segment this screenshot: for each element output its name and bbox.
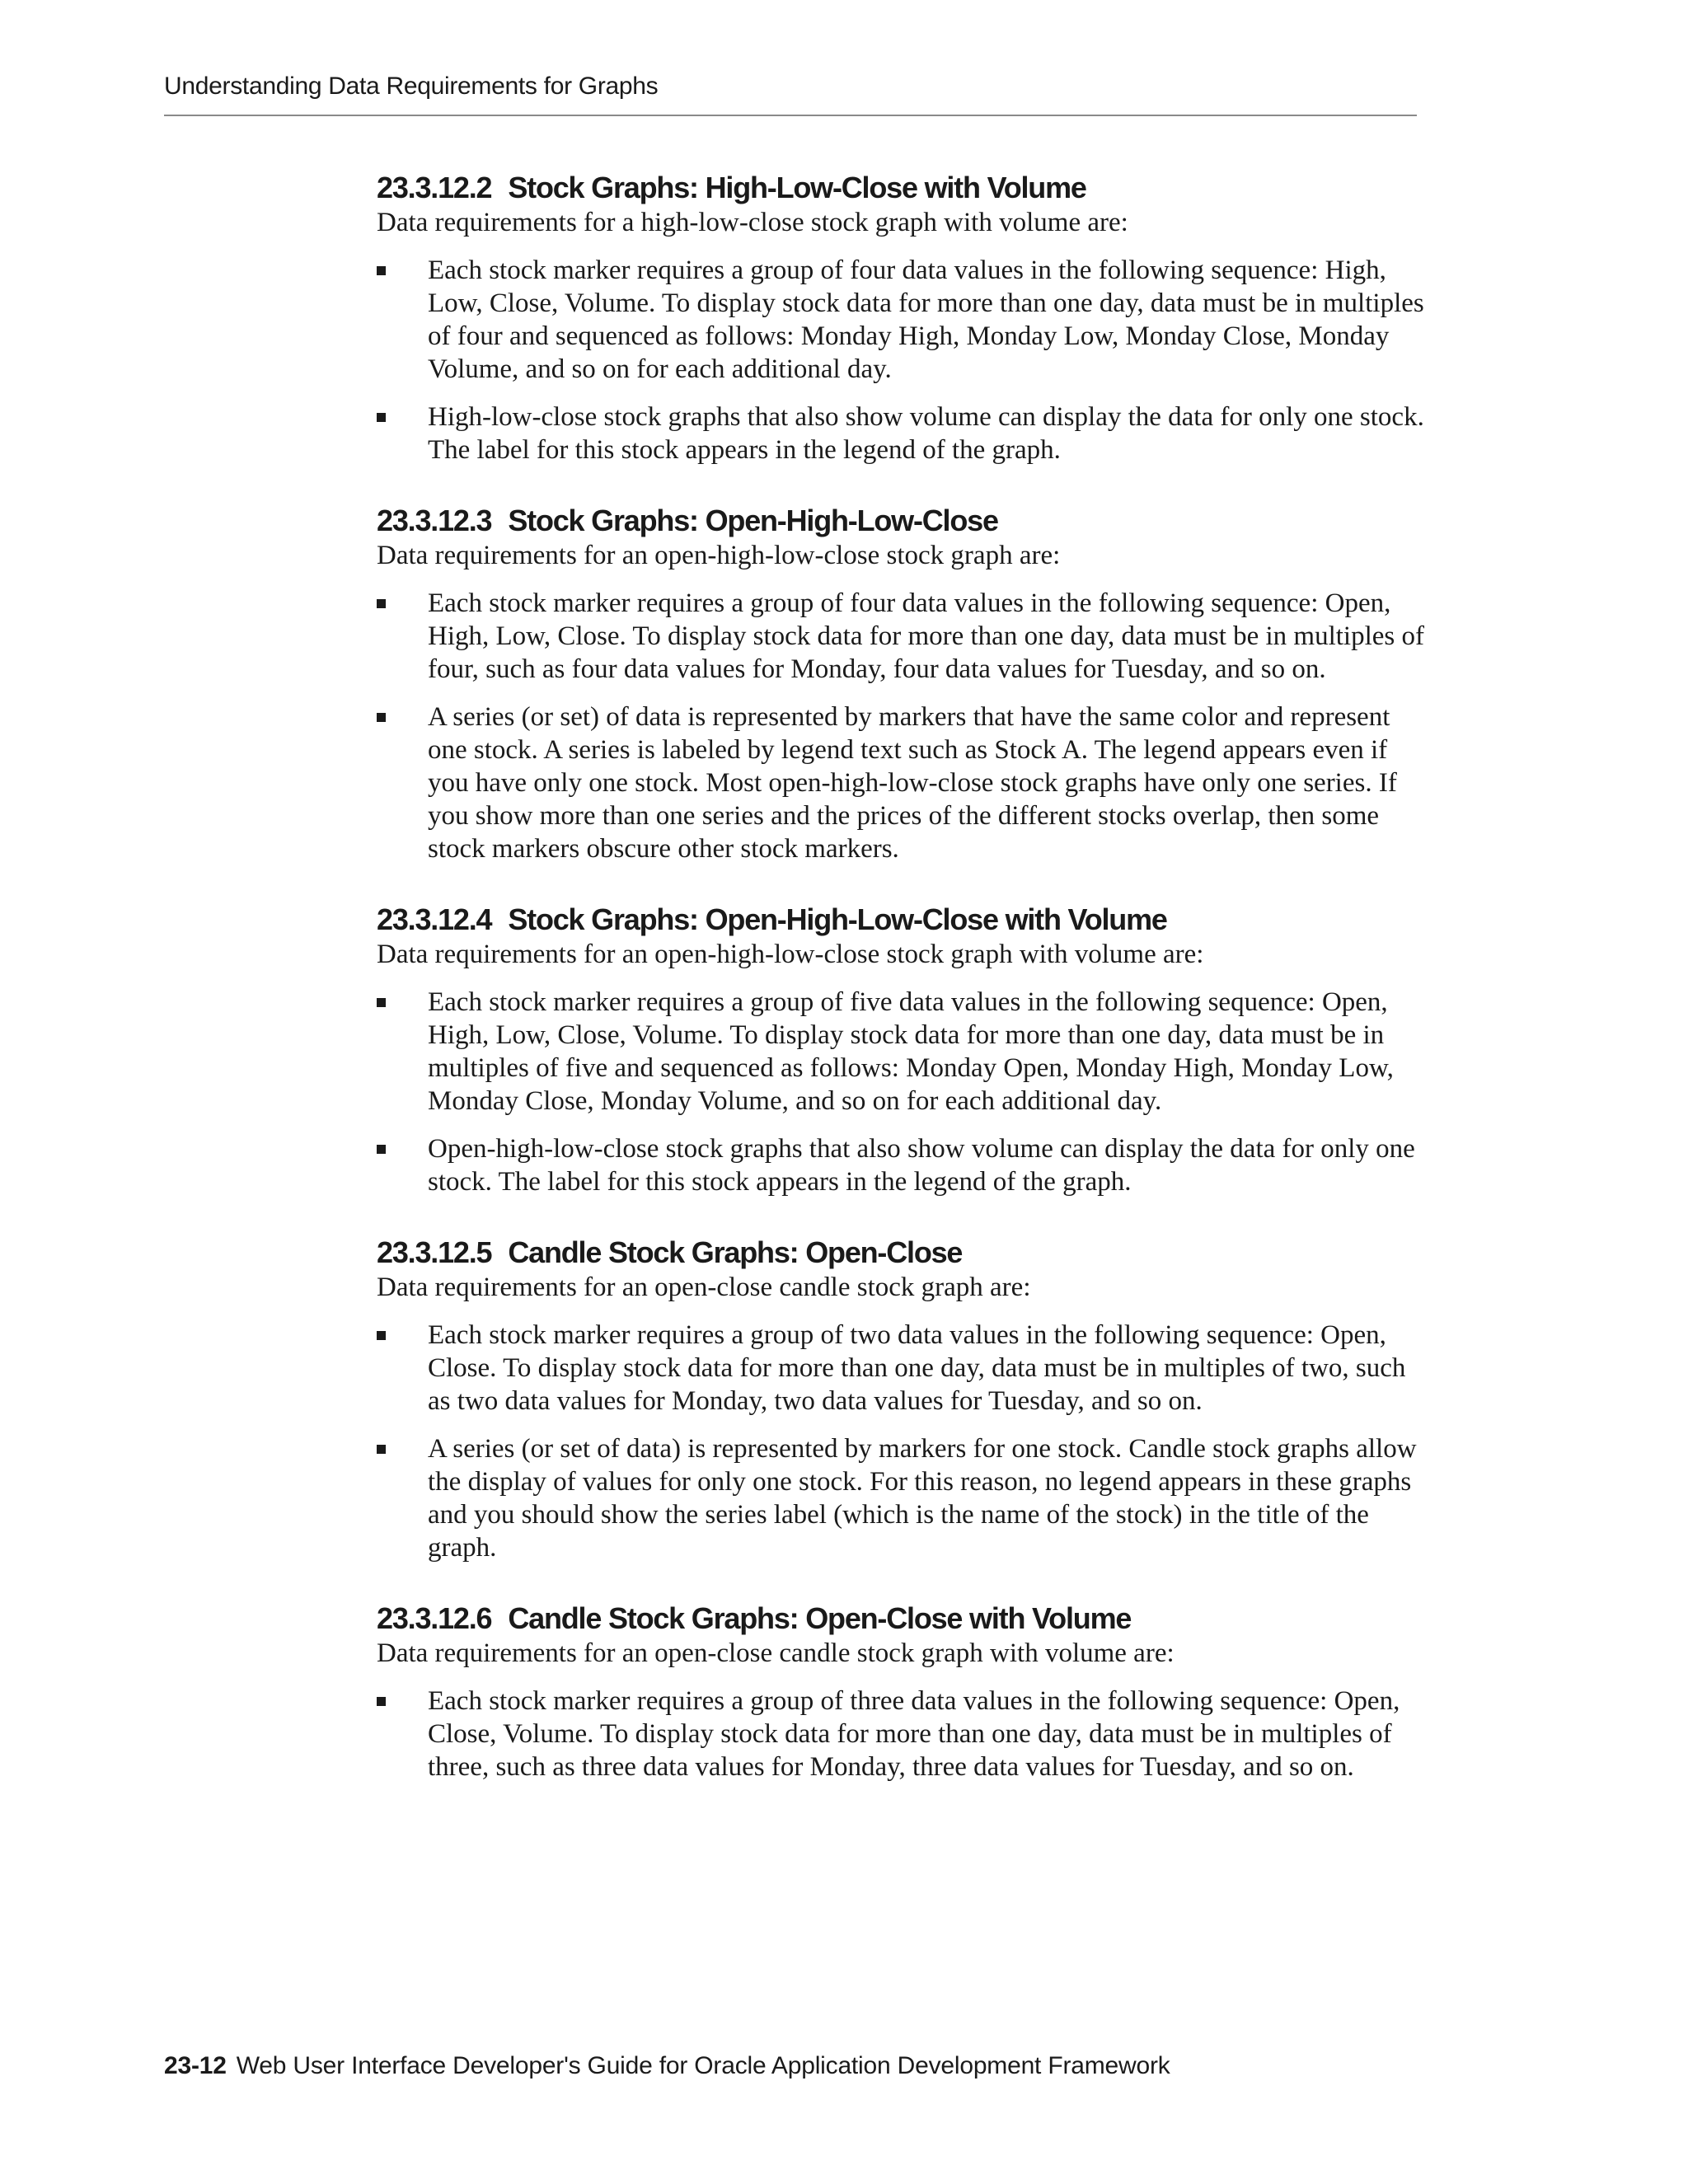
bullet-item bbox=[377, 1685, 1428, 1783]
bullet-text: Each stock marker requires a group of four data values in the following sequence: Open, High, Low, Close. To display stock data for more than one day, data must be in multiples of four, such as four data values for Monday, four data values for Tuesday, and so on. bbox=[428, 588, 1424, 684]
bullet-text: Each stock marker requires a group of four data values in the following sequence: High, Low, Close, Volume. To display stock data for more than one day, data must be in multiples of four and sequenced as follows: Monday High, Monday Low, Monday Close, Monday Volume, and so on for each additional day. bbox=[428, 255, 1424, 384]
section-title: Stock Graphs: High-Low-Close with Volume bbox=[508, 171, 1086, 204]
section-intro: Data requirements for a high-low-close stock graph with volume are: bbox=[377, 208, 1128, 237]
section-intro: Data requirements for an open-close candle stock graph are: bbox=[377, 1272, 1031, 1302]
bullet-list bbox=[377, 587, 1428, 865]
bullet-text: Each stock marker requires a group of three data values in the following sequence: Open, Close, Volume. To display stock data for more than one day, data must be in multiples of three, such as three data values for Monday, three data values for Tuesday, and so on. bbox=[428, 1686, 1400, 1782]
section-23-3-12-3 bbox=[377, 503, 1428, 865]
bullet-text: Each stock marker requires a group of two data values in the following sequence: Open, Close. To display stock data for more than one day, data must be in multiples of two, such as two data values for Monday, two data values for Tuesday, and so on. bbox=[428, 1320, 1406, 1416]
bullet-item bbox=[377, 587, 1428, 686]
square-bullet-icon bbox=[377, 998, 386, 1007]
section-heading bbox=[377, 1601, 1428, 1637]
bullet-text: Each stock marker requires a group of five data values in the following sequence: Open, High, Low, Close, Volume. To display stock data for more than one day, data must be in multiples of five and sequenced as follows: Monday Open, Monday High, Monday Low, Monday Close, Monday Volume, and so on for each additional day. bbox=[428, 987, 1394, 1116]
section-heading bbox=[377, 170, 1428, 206]
bullet-list bbox=[377, 1685, 1428, 1783]
book-title: Web User Interface Developer's Guide for Oracle Application Development Framework bbox=[236, 2052, 1170, 2079]
bullet-item bbox=[377, 1319, 1428, 1418]
section-heading bbox=[377, 503, 1428, 539]
section-23-3-12-6 bbox=[377, 1601, 1428, 1783]
section-23-3-12-5 bbox=[377, 1235, 1428, 1564]
square-bullet-icon bbox=[377, 599, 386, 608]
section-number: 23.3.12.6 bbox=[377, 1601, 492, 1635]
bullet-item bbox=[377, 1432, 1428, 1564]
square-bullet-icon bbox=[377, 1331, 386, 1340]
square-bullet-icon bbox=[377, 1697, 386, 1706]
section-intro: Data requirements for an open-high-low-close stock graph are: bbox=[377, 541, 1061, 570]
bullet-list bbox=[377, 1319, 1428, 1564]
section-number: 23.3.12.5 bbox=[377, 1235, 492, 1269]
bullet-text: Open-high-low-close stock graphs that also show volume can display the data for only one stock. The label for this stock appears in the legend of the graph. bbox=[428, 1134, 1415, 1197]
section-heading bbox=[377, 902, 1428, 938]
square-bullet-icon bbox=[377, 413, 386, 422]
bullet-list bbox=[377, 254, 1428, 466]
square-bullet-icon bbox=[377, 266, 386, 275]
section-intro: Data requirements for an open-close candle stock graph with volume are: bbox=[377, 1638, 1175, 1668]
square-bullet-icon bbox=[377, 1145, 386, 1154]
square-bullet-icon bbox=[377, 1445, 386, 1454]
section-23-3-12-4 bbox=[377, 902, 1428, 1198]
page-number: 23-12 bbox=[164, 2052, 227, 2079]
section-number: 23.3.12.4 bbox=[377, 902, 492, 936]
section-number: 23.3.12.3 bbox=[377, 504, 492, 537]
section-title: Stock Graphs: Open-High-Low-Close with Volume bbox=[508, 902, 1167, 936]
bullet-item bbox=[377, 401, 1428, 466]
section-title: Candle Stock Graphs: Open-Close bbox=[508, 1235, 963, 1269]
header-rule bbox=[164, 115, 1417, 116]
bullet-text: A series (or set of data) is represented by markers for one stock. Candle stock graphs allow the display of values for only one stock. For this reason, no legend appears in these graphs and you should show the series label (which is the name of the stock) in the title of the graph. bbox=[428, 1434, 1417, 1563]
bullet-text: High-low-close stock graphs that also show volume can display the data for only one stock. The label for this stock appears in the legend of the graph. bbox=[428, 402, 1424, 465]
running-header: Understanding Data Requirements for Graphs bbox=[164, 73, 659, 100]
section-title: Candle Stock Graphs: Open-Close with Volume bbox=[508, 1601, 1132, 1635]
bullet-item bbox=[377, 1132, 1428, 1198]
page-content bbox=[377, 170, 1428, 1820]
bullet-text: A series (or set) of data is represented by markers that have the same color and represent one stock. A series is labeled by legend text such as Stock A. The legend appears even if you have only one stock. Most open-high-low-close stock graphs have only one series. If you show more than one series and the prices of the different stocks overlap, then some stock markers obscure other stock markers. bbox=[428, 702, 1397, 864]
square-bullet-icon bbox=[377, 713, 386, 722]
section-number: 23.3.12.2 bbox=[377, 171, 492, 204]
bullet-item bbox=[377, 254, 1428, 386]
section-heading bbox=[377, 1235, 1428, 1271]
bullet-item bbox=[377, 986, 1428, 1118]
bullet-list bbox=[377, 986, 1428, 1198]
section-title: Stock Graphs: Open-High-Low-Close bbox=[508, 504, 998, 537]
page-footer bbox=[164, 2052, 1170, 2080]
section-intro: Data requirements for an open-high-low-close stock graph with volume are: bbox=[377, 940, 1204, 969]
section-23-3-12-2 bbox=[377, 170, 1428, 466]
bullet-item bbox=[377, 701, 1428, 865]
